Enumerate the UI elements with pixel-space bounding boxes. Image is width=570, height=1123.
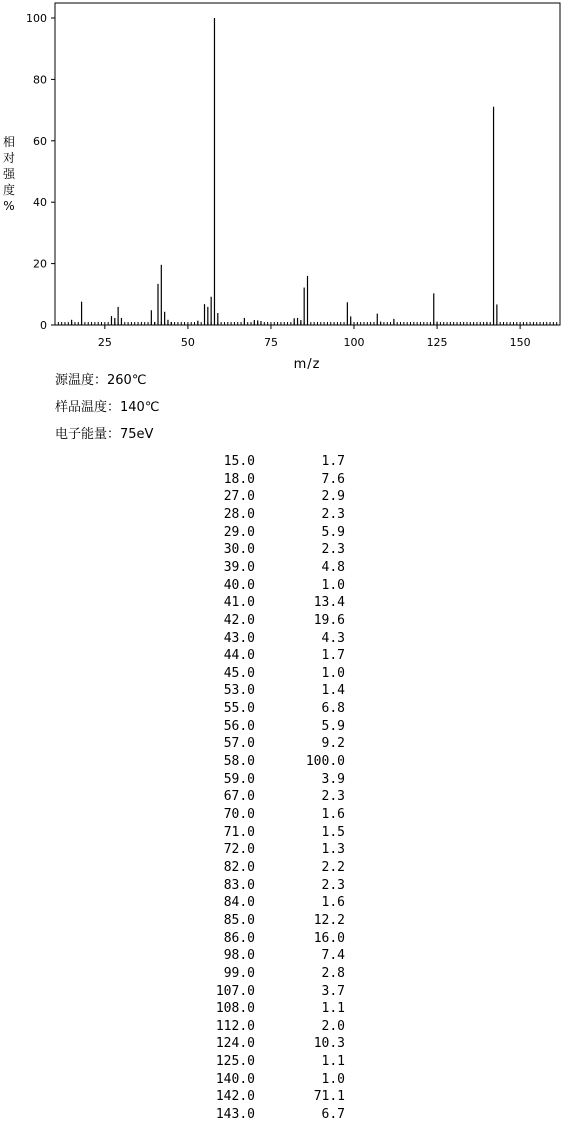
intensity-value: 100.0 bbox=[305, 754, 345, 770]
sample-temperature: 样品温度：140℃ bbox=[55, 400, 160, 415]
intensity-value: 10.3 bbox=[313, 1036, 345, 1052]
intensity-value: 4.3 bbox=[321, 630, 345, 646]
intensity-value: 1.1 bbox=[321, 1054, 345, 1070]
mz-value: 107.0 bbox=[215, 983, 255, 999]
mz-value: 43.0 bbox=[223, 630, 255, 646]
mz-value: 27.0 bbox=[223, 489, 255, 505]
intensity-value: 3.9 bbox=[321, 771, 345, 787]
y-tick-label: 60 bbox=[33, 134, 47, 148]
x-axis-label: m/z bbox=[293, 357, 321, 372]
x-tick-label: 100 bbox=[343, 336, 365, 349]
mz-value: 44.0 bbox=[223, 648, 255, 664]
intensity-value: 1.7 bbox=[321, 648, 345, 664]
x-tick-label: 50 bbox=[180, 336, 195, 349]
intensity-value: 2.2 bbox=[321, 859, 345, 875]
y-label-char: 相 bbox=[2, 135, 16, 149]
mz-value: 28.0 bbox=[223, 506, 255, 522]
intensity-value: 2.0 bbox=[321, 1018, 345, 1034]
mz-value: 83.0 bbox=[223, 877, 255, 893]
y-tick-label: 80 bbox=[33, 73, 47, 87]
intensity-value: 1.5 bbox=[321, 824, 345, 840]
mz-value: 70.0 bbox=[223, 807, 255, 822]
mz-value: 42.0 bbox=[223, 612, 255, 628]
intensity-value: 1.6 bbox=[321, 895, 345, 911]
mz-value: 40.0 bbox=[223, 577, 255, 593]
source-temperature: 源温度：260℃ bbox=[55, 373, 147, 388]
mz-value: 58.0 bbox=[223, 754, 255, 770]
electron-energy: 电子能量：75eV bbox=[55, 427, 154, 442]
intensity-value: 1.0 bbox=[321, 1071, 345, 1087]
intensity-value: 1.0 bbox=[321, 665, 345, 681]
mz-value: 143.0 bbox=[215, 1107, 255, 1123]
x-tick-label: 150 bbox=[509, 336, 531, 349]
mz-value: 108.0 bbox=[215, 1001, 255, 1017]
intensity-value: 71.1 bbox=[313, 1089, 345, 1105]
mz-value: 55.0 bbox=[223, 701, 255, 717]
mz-value: 84.0 bbox=[223, 895, 255, 911]
y-axis bbox=[26, 12, 55, 332]
mz-value: 39.0 bbox=[223, 559, 255, 575]
intensity-value: 1.0 bbox=[321, 577, 345, 593]
intensity-value: 5.9 bbox=[321, 718, 345, 734]
mz-value: 45.0 bbox=[223, 665, 255, 681]
intensity-value: 9.2 bbox=[321, 736, 345, 752]
intensity-value: 19.6 bbox=[313, 612, 345, 628]
mz-value: 67.0 bbox=[223, 789, 255, 805]
mz-value: 15.0 bbox=[223, 454, 255, 469]
intensity-value: 2.9 bbox=[321, 489, 345, 505]
intensity-value: 1.4 bbox=[321, 683, 345, 699]
y-tick-label: 100 bbox=[26, 12, 47, 25]
x-axis bbox=[98, 325, 531, 349]
intensity-value: 3.7 bbox=[321, 983, 345, 999]
mz-value: 72.0 bbox=[223, 842, 255, 858]
intensity-value: 7.4 bbox=[321, 948, 345, 964]
y-tick-label: 0 bbox=[40, 319, 47, 332]
mz-value: 86.0 bbox=[223, 930, 255, 946]
mz-value: 29.0 bbox=[223, 524, 255, 540]
mz-value: 98.0 bbox=[223, 948, 255, 964]
intensity-value: 2.8 bbox=[321, 965, 345, 981]
y-tick-label: 40 bbox=[33, 196, 47, 210]
mz-value: 125.0 bbox=[215, 1054, 255, 1070]
intensity-value: 1.3 bbox=[321, 842, 345, 858]
mz-value: 18.0 bbox=[223, 471, 255, 487]
mz-value: 82.0 bbox=[223, 859, 255, 875]
mz-value: 56.0 bbox=[223, 718, 255, 734]
intensity-value: 1.1 bbox=[321, 1001, 345, 1017]
x-tick-label: 125 bbox=[426, 336, 448, 349]
intensity-value: 1.6 bbox=[321, 807, 345, 822]
mz-value: 112.0 bbox=[215, 1018, 255, 1034]
intensity-value: 7.6 bbox=[321, 471, 345, 487]
intensity-value: 2.3 bbox=[321, 542, 345, 558]
y-label-char: 对 bbox=[2, 151, 16, 165]
intensity-value: 1.7 bbox=[321, 454, 345, 469]
mz-value: 53.0 bbox=[223, 683, 255, 699]
y-tick-label: 20 bbox=[33, 257, 47, 271]
intensity-value: 2.3 bbox=[321, 789, 345, 805]
x-tick-label: 75 bbox=[263, 336, 278, 349]
intensity-value: 6.8 bbox=[321, 701, 345, 717]
intensity-value: 16.0 bbox=[313, 930, 345, 946]
intensity-value: 2.3 bbox=[321, 877, 345, 893]
intensity-value: 5.9 bbox=[321, 524, 345, 540]
mz-value: 85.0 bbox=[223, 912, 255, 928]
intensity-value: 2.3 bbox=[321, 506, 345, 522]
mz-value: 30.0 bbox=[223, 542, 255, 558]
mz-value: 57.0 bbox=[223, 736, 255, 752]
mz-value: 71.0 bbox=[223, 824, 255, 840]
y-axis-label bbox=[3, 134, 16, 213]
mz-value: 124.0 bbox=[215, 1036, 255, 1052]
mass-spectrum-chart bbox=[0, 0, 570, 375]
mz-value: 59.0 bbox=[223, 771, 255, 787]
y-label-char: % bbox=[3, 199, 15, 213]
y-label-char: 强 bbox=[2, 167, 16, 181]
intensity-value: 13.4 bbox=[313, 595, 345, 611]
mz-value: 142.0 bbox=[215, 1089, 255, 1105]
mz-value: 140.0 bbox=[215, 1071, 255, 1087]
intensity-value: 4.8 bbox=[321, 559, 345, 575]
x-tick-label: 25 bbox=[97, 336, 112, 349]
y-label-char: 度 bbox=[2, 183, 16, 197]
peak-series bbox=[72, 18, 497, 325]
intensity-value: 6.7 bbox=[321, 1107, 345, 1123]
intensity-value: 12.2 bbox=[313, 912, 345, 928]
mz-value: 41.0 bbox=[223, 595, 255, 611]
mz-value: 99.0 bbox=[223, 965, 255, 981]
